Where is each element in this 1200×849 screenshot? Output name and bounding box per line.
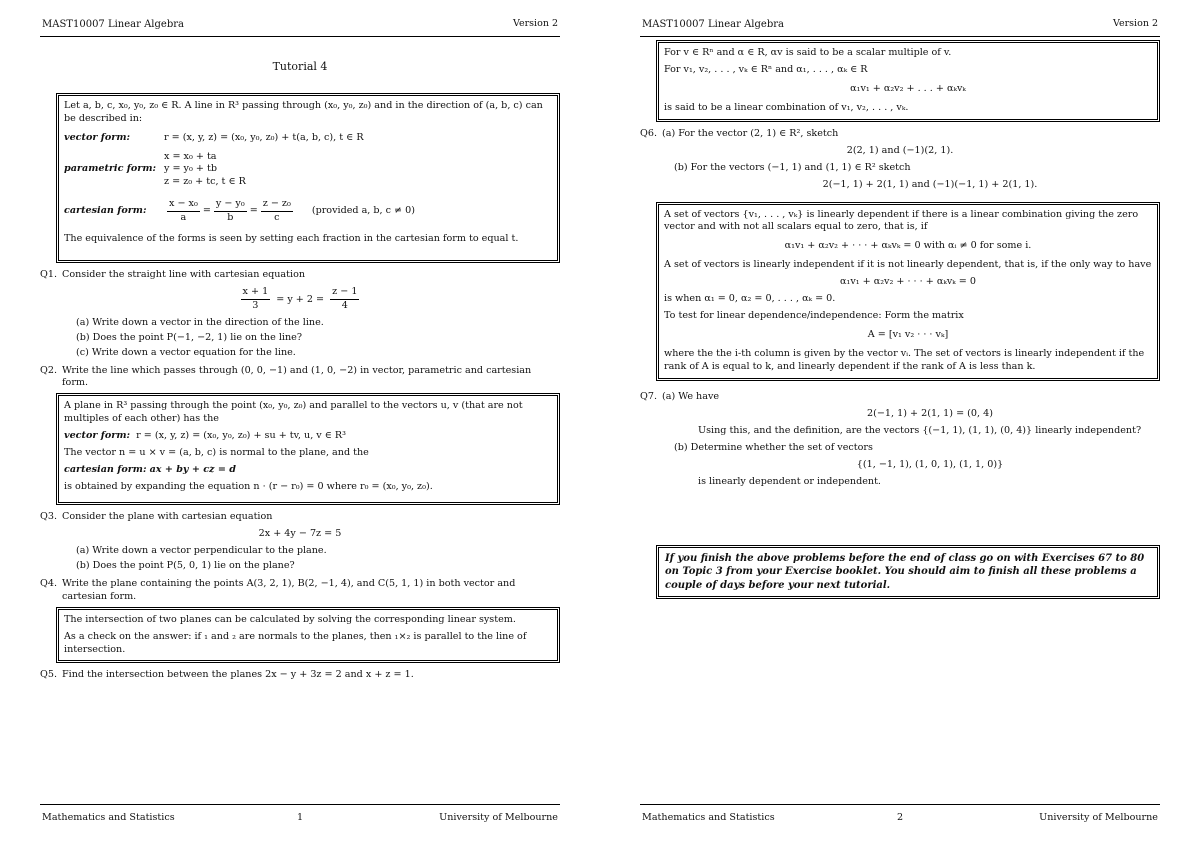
q6-part-b: (b) For the vectors (−1, 1) and (1, 1) ∈ R² sketch	[674, 161, 911, 173]
fraction-left	[241, 286, 271, 313]
q3-item-a: (a) Write down a vector perpendicular to the plane.	[76, 544, 327, 556]
page-number: 1	[296, 812, 304, 823]
q6-a-equation: 2(2, 1) and (−1)(2, 1).	[846, 144, 954, 156]
page-1	[40, 0, 560, 849]
dependence-equation-1: α₁v₁ + α₂v₂ + · · · + αₖvₖ = 0 with αᵢ ≠ 0 for some i.	[784, 240, 1032, 252]
parametric-form-row	[64, 151, 552, 188]
page-body	[640, 40, 1160, 599]
page-body	[40, 52, 560, 685]
param-x: x = x₀ + ta	[164, 150, 217, 162]
scalar-line-2: For v₁, v₂, . . . , vₖ ∈ Rⁿ and α₁, . . . , αₖ ∈ R	[664, 63, 868, 75]
q7-part-b: (b) Determine whether the set of vectors	[674, 441, 873, 453]
question-label: Q6.	[640, 127, 658, 139]
footer-right: University of Melbourne	[1039, 812, 1158, 823]
cartesian-note: (provided a, b, c ≠ 0)	[311, 205, 415, 217]
plane-intro: A plane in R³ passing through the point (x₀, y₀, z₀) and parallel to the vectors u, v (that are not multiples of each other) has the	[64, 400, 523, 425]
question-label: Q5.	[40, 669, 58, 681]
plane-definition-box	[56, 393, 560, 505]
equals-sign: =	[202, 205, 211, 217]
scalar-line-3: is said to be a linear combination of v₁, v₂, . . . , vₖ.	[664, 101, 909, 113]
fraction-numerator: x − x₀	[167, 198, 200, 212]
question-label: Q7.	[640, 390, 658, 402]
question-label: Q4.	[40, 577, 58, 589]
fraction-z	[261, 198, 293, 225]
q1-item-a: (a) Write down a vector in the direction of the line.	[76, 316, 324, 328]
param-z: z = z₀ + tc, t ∈ R	[164, 175, 246, 187]
question-1	[40, 269, 560, 282]
equivalence-note: The equivalence of the forms is seen by setting each fraction in the cartesian form to equal t.	[64, 232, 519, 244]
question-text: Write the line which passes through (0, 0, −1) and (1, 0, −2) in vector, parametric and cartesian form.	[62, 364, 532, 389]
question-7	[640, 391, 1160, 404]
footer-left: Mathematics and Statistics	[42, 812, 175, 823]
plane-obtained-text: is obtained by expanding the equation n · (r − r₀) = 0 where r₀ = (x₀, y₀, z₀).	[64, 481, 433, 493]
plane-vector-label: vector form:	[64, 430, 131, 442]
fraction-denominator: c	[274, 212, 280, 223]
intersection-line-1: The intersection of two planes can be calculated by solving the corresponding linear system.	[64, 613, 516, 625]
fraction-numerator: z − 1	[330, 286, 359, 300]
footer-left: Mathematics and Statistics	[642, 812, 775, 823]
scalar-multiple-box	[656, 40, 1160, 122]
dependence-equation-2: α₁v₁ + α₂v₂ + · · · + αₖvₖ = 0	[840, 276, 976, 288]
linear-combination-equation: α₁v₁ + α₂v₂ + . . . + αₖvₖ	[850, 82, 966, 94]
page-header	[40, 18, 560, 37]
question-label: Q1.	[40, 268, 58, 280]
fraction-numerator: y − y₀	[214, 198, 247, 212]
matrix-equation: A = [v₁ v₂ · · · vₖ]	[867, 329, 949, 341]
q1-item-b: (b) Does the point P(−1, −2, 1) lie on the line?	[76, 331, 302, 343]
finish-note-box: If you finish the above problems before the end of class go on with Exercises 67 to 80 on Topic 3 from your Exercise booklet. You should aim to finish all these problems a couple of days before your next tutorial.	[656, 545, 1160, 600]
question-5	[40, 669, 560, 682]
q1-equation	[40, 286, 560, 313]
footer-right: University of Melbourne	[439, 812, 558, 823]
fraction-denominator: a	[180, 212, 187, 223]
question-text: Find the intersection between the planes 2x − y + 3z = 2 and x + z = 1.	[62, 669, 414, 681]
q6-part-a: (a) For the vector (2, 1) ∈ R², sketch	[662, 127, 839, 139]
question-label: Q2.	[40, 364, 58, 376]
course-title: MAST10007 Linear Algebra	[642, 19, 784, 30]
fraction-numerator: z − z₀	[261, 198, 293, 212]
q7-b-text: is linearly dependent or independent.	[698, 475, 881, 487]
page-number: 2	[896, 812, 904, 823]
page-footer	[40, 804, 560, 827]
question-text: Consider the straight line with cartesian equation	[62, 268, 306, 280]
question-text: Write the plane containing the points A(3, 2, 1), B(2, −1, 4), and C(5, 1, 1) in both vector and cartesian form.	[62, 577, 516, 602]
parametric-equations	[164, 151, 246, 188]
intersection-line-2: As a check on the answer: if ₁ and ₂ are normals to the planes, then ₁×₂ is parallel to the line of intersection.	[64, 630, 527, 655]
fraction-numerator: x + 1	[241, 286, 271, 300]
dependence-p3: is when α₁ = 0, α₂ = 0, . . . , αₖ = 0.	[664, 293, 836, 305]
q3-item-b: (b) Does the point P(5, 0, 1) lie on the plane?	[76, 559, 295, 571]
equation-middle: = y + 2 =	[276, 293, 325, 305]
param-y: y = y₀ + tb	[164, 163, 217, 175]
intersection-box	[56, 607, 560, 664]
dependence-p4: To test for linear dependence/independence: Form the matrix	[664, 310, 964, 322]
plane-cartesian-expr: ax + by + cz = d	[149, 464, 236, 476]
question-label: Q3.	[40, 511, 58, 522]
equals-sign: =	[249, 205, 258, 217]
vector-form-expr: r = (x, y, z) = (x₀, y₀, z₀) + t(a, b, c), t ∈ R	[164, 131, 364, 143]
fraction-denominator: 3	[252, 299, 259, 311]
version-label: Version 2	[513, 18, 558, 29]
q1-item-c: (c) Write down a vector equation for the line.	[76, 346, 296, 358]
question-text: Consider the plane with cartesian equation	[62, 511, 273, 522]
q3-equation: 2x + 4y − 7z = 5	[258, 527, 342, 539]
q6-b-equation: 2(−1, 1) + 2(1, 1) and (−1)(−1, 1) + 2(1, 1).	[822, 178, 1038, 190]
question-6	[640, 128, 1160, 141]
dependence-p5: where the the i-th column is given by the vector vᵢ. The set of vectors is linearly independent if the rank of A is equal to k, and linearly dependent if the rank of A is less than k.	[664, 348, 1145, 372]
page-footer	[640, 804, 1160, 827]
q7-a-equation: 2(−1, 1) + 2(1, 1) = (0, 4)	[867, 407, 993, 419]
q7-b-set: {(1, −1, 1), (1, 0, 1), (1, 1, 0)}	[856, 458, 1004, 470]
linear-dependence-box	[656, 202, 1160, 381]
fraction-right	[330, 286, 359, 313]
plane-cartesian-label: cartesian form:	[64, 464, 147, 476]
question-3	[40, 511, 560, 524]
line-definition-box	[56, 93, 560, 263]
page-2	[640, 0, 1160, 849]
page-header	[640, 18, 1160, 37]
vector-form-row	[64, 132, 552, 145]
version-label: Version 2	[1113, 18, 1158, 29]
plane-vector-expr: r = (x, y, z) = (x₀, y₀, z₀) + su + tv, u, v ∈ R³	[136, 430, 346, 442]
plane-normal-text: The vector n = u × v = (a, b, c) is normal to the plane, and the	[64, 447, 369, 459]
question-2	[40, 365, 560, 391]
dependence-p2: A set of vectors is linearly independent if it is not linearly dependent, that is, if the only way to have	[664, 259, 1152, 271]
cartesian-form-row	[64, 198, 552, 225]
q7-a-text: Using this, and the definition, are the vectors {(−1, 1), (1, 1), (0, 4)} linearly independent?	[698, 424, 1142, 436]
parametric-form-label: parametric form:	[64, 162, 157, 174]
scalar-line-1: For v ∈ Rⁿ and α ∈ R, αv is said to be a scalar multiple of v.	[664, 47, 952, 58]
fraction-y	[214, 198, 247, 225]
course-title: MAST10007 Linear Algebra	[42, 19, 184, 30]
q7-part-a: (a) We have	[662, 390, 720, 402]
cartesian-form-label: cartesian form:	[64, 205, 147, 217]
question-4	[40, 578, 560, 604]
line-intro: Let a, b, c, x₀, y₀, z₀ ∈ R. A line in R³ passing through (x₀, y₀, z₀) and in the direction of (a, b, c) can be described in:	[64, 99, 543, 124]
fraction-denominator: b	[227, 212, 234, 223]
fraction-denominator: 4	[341, 299, 348, 311]
vector-form-label: vector form:	[64, 131, 131, 143]
dependence-p1: A set of vectors {v₁, . . . , vₖ} is linearly dependent if there is a linear combination giving the zero vector and with not all scalars equal to zero, that is, if	[664, 208, 1139, 233]
fraction-x	[167, 198, 200, 225]
tutorial-title: Tutorial 4	[272, 60, 328, 73]
